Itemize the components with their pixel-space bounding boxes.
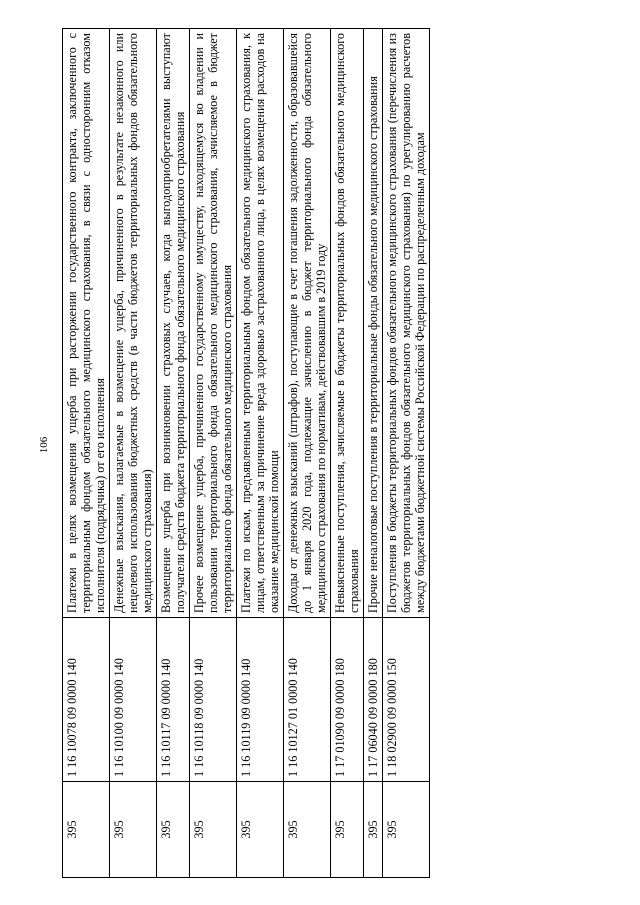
- table-row: [110, 29, 157, 878]
- table-row: [364, 29, 383, 878]
- description-cell: Поступления в бюджеты территориальных фондов обязательного медицинского страхования (перечисления из бюджетов территориальных фондов обязательного медицинского страхования) по урегулированию расчетов между бюджетами бюджетной системы Российской Федерации по распределенным доходам: [383, 29, 430, 618]
- admin-code-cell: 395: [190, 782, 237, 878]
- kbk-code-cell: 1 17 06040 09 0000 180: [364, 618, 383, 782]
- admin-code-cell: 395: [284, 782, 331, 878]
- admin-code-cell: 395: [237, 782, 284, 878]
- table-row: [284, 29, 331, 878]
- description-cell: Прочие неналоговые поступления в территориальные фонды обязательного медицинского страхования: [364, 29, 383, 618]
- kbk-code-cell: 1 16 10119 09 0000 140: [237, 618, 284, 782]
- table-row: [383, 29, 430, 878]
- description-cell: Платежи по искам, предъявленным территориальным фондом обязательного медицинского страхования, к лицам, ответственным за причинение вреда здоровью застрахованного лица, в целях возмещения расходов на оказание медицинской помощи: [237, 29, 284, 618]
- kbk-code-cell: 1 16 10078 09 0000 140: [63, 618, 110, 782]
- description-cell: Невыясненные поступления, зачисляемые в бюджеты территориальных фондов обязательного медицинского страхования: [331, 29, 364, 618]
- kbk-code-cell: 1 17 01090 09 0000 180: [331, 618, 364, 782]
- kbk-code-cell: 1 16 10118 09 0000 140: [190, 618, 237, 782]
- table-row: [190, 29, 237, 878]
- admin-code-cell: 395: [63, 782, 110, 878]
- rotated-page-content: [62, 28, 582, 878]
- table-body: [63, 29, 430, 878]
- admin-code-cell: 395: [110, 782, 157, 878]
- admin-code-cell: 395: [364, 782, 383, 878]
- kbk-code-cell: 1 18 02900 09 0000 150: [383, 618, 430, 782]
- table-row: [237, 29, 284, 878]
- description-cell: Доходы от денежных взысканий (штрафов), поступающие в счет погашения задолженности, образовавшейся до 1 января 2020 года, подлежащие зачислению в бюджет территориального фонда обязательного медицинского страхования по нормативам, действовавшим в 2019 году: [284, 29, 331, 618]
- table-row: [157, 29, 190, 878]
- kbk-code-cell: 1 16 10100 09 0000 140: [110, 618, 157, 782]
- kbk-code-cell: 1 16 10127 01 0000 140: [284, 618, 331, 782]
- revenue-codes-table: [62, 28, 430, 878]
- kbk-code-cell: 1 16 10117 09 0000 140: [157, 618, 190, 782]
- description-cell: Платежи в целях возмещения ущерба при расторжении государственного контракта, заключенного с территориальным фондом обязательного медицинского страхования, в связи с односторонним отказом исполнителя (подрядчика) от его исполнения: [63, 29, 110, 618]
- table-row: [331, 29, 364, 878]
- page-number: 106: [38, 436, 50, 454]
- table-row: [63, 29, 110, 878]
- description-cell: Денежные взыскания, налагаемые в возмещение ущерба, причиненного в результате незаконного или нецелевого использования бюджетных средств (в части бюджетов территориальных фондов обязательного медицинского страхования): [110, 29, 157, 618]
- description-cell: Возмещение ущерба при возникновении страховых случаев, когда выгодоприобретателями выступают получатели средств бюджета территориального фонда обязательного медицинского страхования: [157, 29, 190, 618]
- description-cell: Прочее возмещение ущерба, причиненного государственному имуществу, находящемуся во владении и пользовании территориального фонда обязательного медицинского страхования, зачисляемое в бюджет территориального фонда обязательного медицинского страхования: [190, 29, 237, 618]
- admin-code-cell: 395: [383, 782, 430, 878]
- admin-code-cell: 395: [331, 782, 364, 878]
- admin-code-cell: 395: [157, 782, 190, 878]
